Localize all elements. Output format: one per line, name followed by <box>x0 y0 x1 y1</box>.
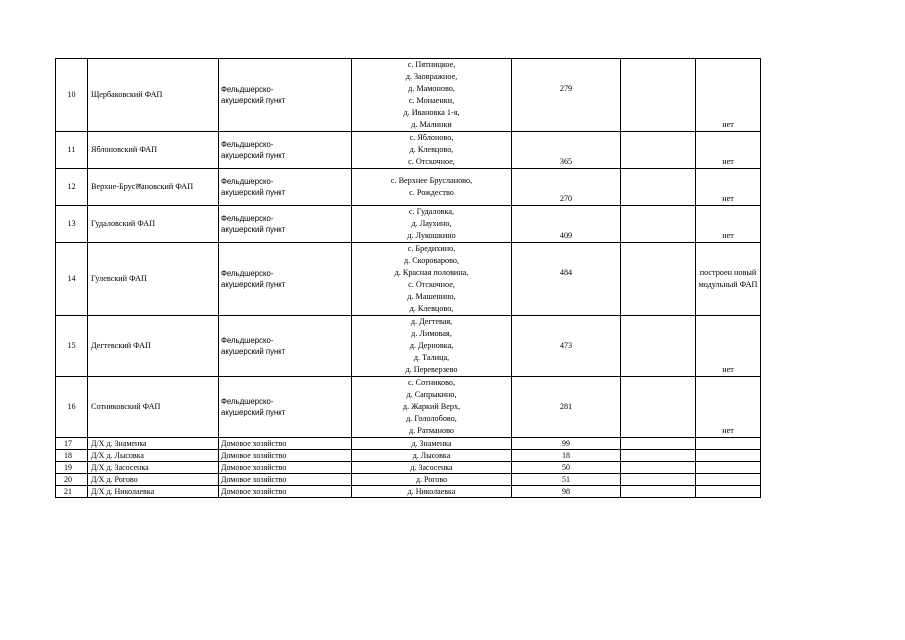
row-number: 18 <box>56 450 88 462</box>
note-cell: нет <box>696 377 761 438</box>
row-number: 14 <box>56 243 88 316</box>
place-line: д. Мамоново, <box>408 84 455 93</box>
table-row <box>56 474 761 486</box>
population-cell <box>512 243 621 316</box>
place-line: д. Сапрыкино, <box>406 390 457 399</box>
row-number: 20 <box>56 474 88 486</box>
extra-cell <box>621 438 696 450</box>
place-line: с. Гудаловка, <box>408 207 455 216</box>
place-line: с. Рождество <box>409 188 454 197</box>
population-value: 409 <box>559 231 573 240</box>
population-value: 99 <box>512 438 621 450</box>
row-number: 13 <box>56 206 88 243</box>
served-places <box>352 132 512 169</box>
note-cell: нет <box>696 59 761 132</box>
population-cell <box>512 316 621 377</box>
note-cell <box>696 486 761 498</box>
facility-type-line: Фельдшерско- <box>221 85 274 94</box>
facility-type: Домовое хозяйство <box>219 438 352 450</box>
place-line: д. Лимовая, <box>411 329 452 338</box>
population-cell <box>512 206 621 243</box>
place-line: д. Машенино, <box>407 292 456 301</box>
population-cell <box>512 169 621 206</box>
served-places <box>352 377 512 438</box>
row-number: 21 <box>56 486 88 498</box>
facility-type-line: Фельдшерско- <box>221 336 274 345</box>
population-value: 270 <box>559 194 573 203</box>
place-line: с. Отскочное, <box>408 280 455 289</box>
served-places <box>352 59 512 132</box>
facility-type <box>219 59 352 132</box>
served-places: д. Лысовка <box>352 450 512 462</box>
facility-name: Дегтевский ФАП <box>88 316 219 377</box>
served-places <box>352 169 512 206</box>
population-value: 98 <box>512 486 621 498</box>
facility-type-line: акушерский пункт <box>221 225 286 234</box>
facility-name: Щербаковский ФАП <box>88 59 219 132</box>
place-line: д. Клевцово, <box>409 304 454 313</box>
population-cell <box>512 132 621 169</box>
extra-cell <box>621 206 696 243</box>
place-line: д. Дерновка, <box>409 341 454 350</box>
place-line: д. Переверзево <box>405 365 458 374</box>
place-line: с. Отскочное, <box>408 157 455 166</box>
note-cell <box>696 450 761 462</box>
extra-cell <box>621 486 696 498</box>
extra-cell <box>621 450 696 462</box>
facility-name: Д/Х д. Лысовка <box>88 450 219 462</box>
population-value: 484 <box>559 268 573 277</box>
note-cell: нет <box>696 316 761 377</box>
facility-name: Д/Х д. Николаевка <box>88 486 219 498</box>
facility-name: Д/Х д. Рогово <box>88 474 219 486</box>
note-cell <box>696 462 761 474</box>
population-cell <box>512 59 621 132</box>
note-cell: нет <box>696 169 761 206</box>
facility-name: Верхне-Брусलановский ФАП <box>88 169 219 206</box>
extra-cell <box>621 316 696 377</box>
facility-type: Домовое хозяйство <box>219 450 352 462</box>
facility-type-line: акушерский пункт <box>221 408 286 417</box>
extra-cell <box>621 243 696 316</box>
place-line: д. Малинки <box>411 120 452 129</box>
served-places: д. Знаменка <box>352 438 512 450</box>
place-line: д. Клевцово, <box>409 145 454 154</box>
facility-type <box>219 316 352 377</box>
note-cell <box>696 438 761 450</box>
table-row <box>56 316 761 377</box>
population-value: 50 <box>512 462 621 474</box>
facility-name: Гулевский ФАП <box>88 243 219 316</box>
served-places: д. Рогово <box>352 474 512 486</box>
facility-type-line: Фельдшерско- <box>221 140 274 149</box>
served-places <box>352 243 512 316</box>
facility-type-line: Фельдшерско- <box>221 214 274 223</box>
extra-cell <box>621 474 696 486</box>
table-row <box>56 438 761 450</box>
place-line: с. Монаенки, <box>408 96 455 105</box>
row-number: 16 <box>56 377 88 438</box>
extra-cell <box>621 462 696 474</box>
row-number: 19 <box>56 462 88 474</box>
population-value: 18 <box>512 450 621 462</box>
table-row <box>56 59 761 132</box>
served-places <box>352 316 512 377</box>
facility-name: Гудаловский ФАП <box>88 206 219 243</box>
facility-type-line: акушерский пункт <box>221 280 286 289</box>
population-cell <box>512 377 621 438</box>
extra-cell <box>621 132 696 169</box>
facility-type <box>219 206 352 243</box>
table-row <box>56 450 761 462</box>
note-cell: нет <box>696 206 761 243</box>
table-row <box>56 169 761 206</box>
population-value: 279 <box>559 84 573 93</box>
facility-name: Д/Х д. Засосенка <box>88 462 219 474</box>
facility-type <box>219 243 352 316</box>
served-places: д. Засосенка <box>352 462 512 474</box>
population-value: 365 <box>559 157 573 166</box>
facility-type: Домовое хозяйство <box>219 474 352 486</box>
facility-type: Домовое хозяйство <box>219 462 352 474</box>
facility-type-line: акушерский пункт <box>221 188 286 197</box>
extra-cell <box>621 377 696 438</box>
place-line: д. Ратманово <box>409 426 454 435</box>
place-line: д. Жаркий Верх, <box>402 402 461 411</box>
place-line: д. Ивановка 1-я, <box>403 108 460 117</box>
table-row <box>56 462 761 474</box>
facility-type <box>219 132 352 169</box>
place-line: д. Лукошкино <box>407 231 456 240</box>
row-number: 11 <box>56 132 88 169</box>
facility-type <box>219 169 352 206</box>
place-line: д. Талица, <box>413 353 450 362</box>
table-body <box>56 59 761 498</box>
place-line: д. Красная половина, <box>394 268 469 277</box>
row-number: 10 <box>56 59 88 132</box>
note-cell: нет <box>696 132 761 169</box>
table-row <box>56 206 761 243</box>
place-line: с. Сотниково, <box>407 378 456 387</box>
facility-name: Яблоновский ФАП <box>88 132 219 169</box>
place-line: д. Гололобово, <box>406 414 457 423</box>
note-cell <box>696 474 761 486</box>
facility-type-line: Фельдшерско- <box>221 177 274 186</box>
served-places: д. Николаевка <box>352 486 512 498</box>
population-value: 51 <box>512 474 621 486</box>
facility-type-line: Фельдшерско- <box>221 397 274 406</box>
table-row <box>56 377 761 438</box>
row-number: 17 <box>56 438 88 450</box>
facility-type-line: акушерский пункт <box>221 151 286 160</box>
table-row <box>56 243 761 316</box>
population-value: 473 <box>559 341 573 350</box>
facility-type-line: Фельдшерско- <box>221 269 274 278</box>
served-places <box>352 206 512 243</box>
extra-cell <box>621 169 696 206</box>
facility-name: Сотниковский ФАП <box>88 377 219 438</box>
place-line: с. Верхнее Брусланово, <box>390 176 473 185</box>
place-line: с. Пятницкое, <box>407 60 456 69</box>
place-line: д. Скороварово, <box>403 256 460 265</box>
row-number: 15 <box>56 316 88 377</box>
extra-cell <box>621 59 696 132</box>
population-value: 281 <box>559 402 573 411</box>
table-row <box>56 486 761 498</box>
facility-type-line: акушерский пункт <box>221 347 286 356</box>
place-line: д. Лаухино, <box>411 219 452 228</box>
facility-type <box>219 377 352 438</box>
facility-type: Домовое хозяйство <box>219 486 352 498</box>
place-line: с. Бредихино, <box>407 244 456 253</box>
note-cell: построен новый модульный ФАП <box>696 243 761 316</box>
place-line: д. Заовражное, <box>405 72 458 81</box>
place-line: с. Яблоново, <box>409 133 454 142</box>
facility-type-line: акушерский пункт <box>221 96 286 105</box>
place-line: д. Дегтевая, <box>410 317 453 326</box>
facility-name: Д/Х д. Знаменка <box>88 438 219 450</box>
facilities-table <box>55 58 761 498</box>
row-number: 12 <box>56 169 88 206</box>
table-row <box>56 132 761 169</box>
